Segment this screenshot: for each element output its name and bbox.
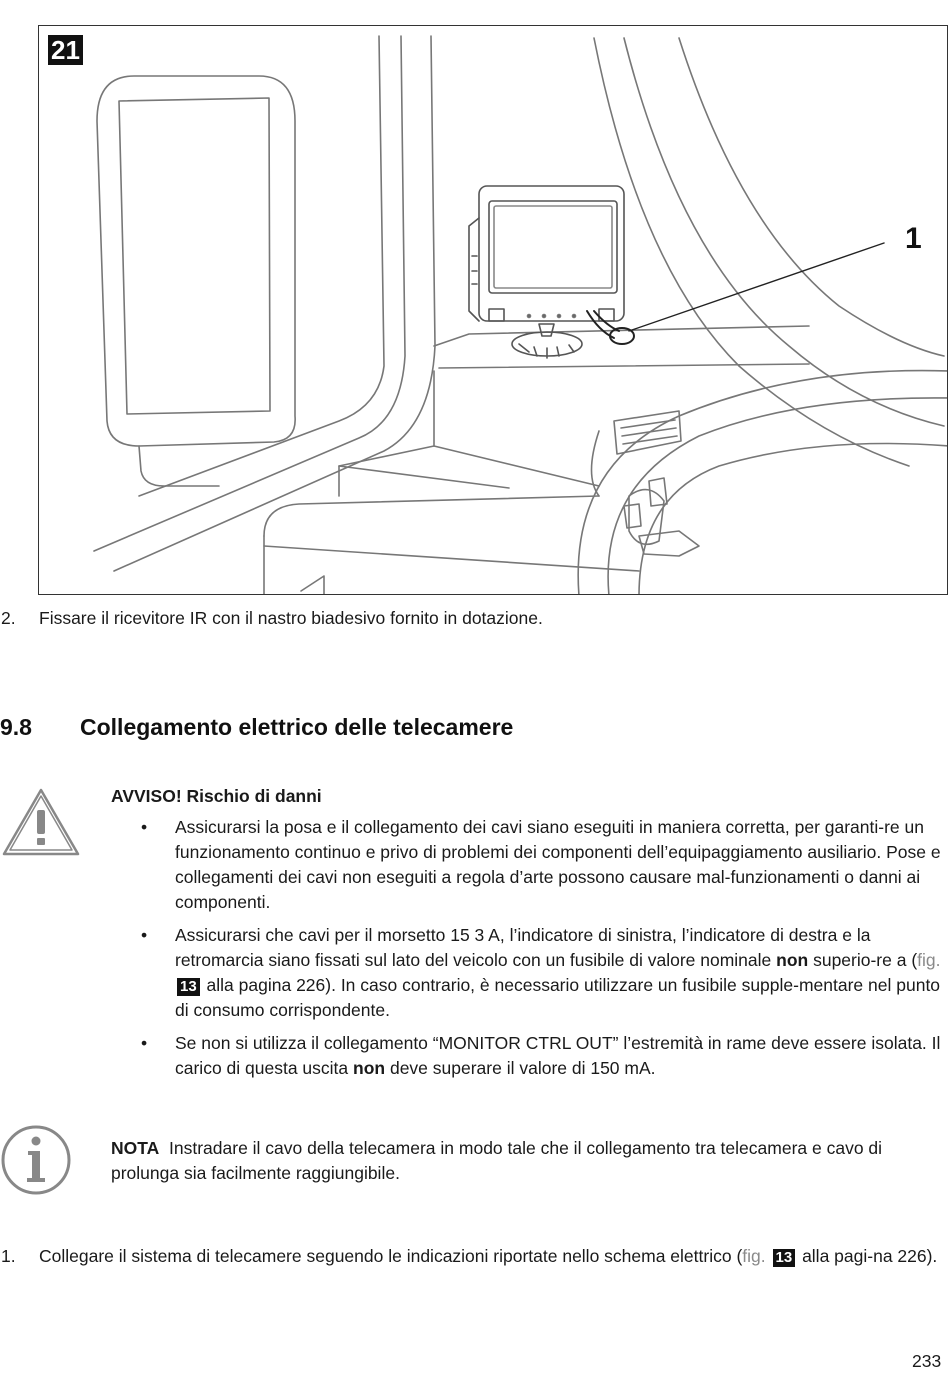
bullet-icon: •: [141, 925, 148, 945]
section-number: 9.8: [0, 714, 32, 740]
step-number: 2.: [1, 608, 16, 628]
bullet-icon: •: [141, 1033, 148, 1053]
cab-illustration: [39, 26, 948, 595]
info-icon: [0, 1124, 72, 1201]
step-2: [1, 606, 939, 631]
figure-number: 21: [48, 35, 83, 65]
list-item: • Assicurarsi la posa e il collegamento dei cavi siano eseguiti in maniera corretta, per garanti-re un funzionamento continuo e privo di problemi dei componenti dell’equipaggiamento ausiliario. Pose e collegamenti dei cavi non eseguiti a regola d’arte possono causare mal-funzionamenti o danni ai componenti.: [141, 817, 941, 912]
callout-1: 1: [905, 222, 922, 255]
warning-triangle-icon: [0, 786, 82, 863]
figure-badge[interactable]: 13: [773, 1249, 796, 1267]
figure-badge[interactable]: 13: [177, 978, 200, 996]
bullet-icon: •: [141, 817, 148, 837]
note-label: NOTA: [111, 1138, 160, 1158]
page-number: 233: [912, 1351, 942, 1371]
list-item: • Se non si utilizza il collegamento “MONITOR CTRL OUT” l’estremità in rame deve essere isolata. Il carico di questa uscita non deve superare il valore di 150 mA.: [141, 1033, 941, 1078]
list-item: • Assicurarsi che cavi per il morsetto 15 3 A, l’indicatore di sinistra, l’indicatore di destra e la retromarcia siano fissati sul lato del veicolo con un fusibile di valore nominale non superio-re a (fig. 13 alla pagina 226). In caso contrario, è necessario utilizzare un fusibile supple-mentare nel punto di consumo corrispondente.: [141, 925, 941, 1020]
note-text: NOTA Instradare il cavo della telecamera in modo tale che il collegamento tra telecamera e cavo di prolunga sia facilmente raggiungibile.: [111, 1138, 883, 1183]
step-text: Fissare il ricevitore IR con il nastro biadesivo fornito in dotazione.: [39, 608, 543, 628]
figure-21: [38, 25, 948, 595]
step-1: 1. Collegare il sistema di telecamere seguendo le indicazioni riportate nello schema elettrico (fig. 13 alla pagi-na 226).: [39, 1244, 944, 1269]
section-title: Collegamento elettrico delle telecamere: [80, 714, 514, 740]
section-heading: [0, 714, 513, 741]
figure-reference-link[interactable]: fig.: [917, 950, 941, 970]
warning-title: AVVISO! Rischio di danni: [111, 786, 322, 806]
warning-list: [111, 815, 943, 1089]
figure-reference-link[interactable]: fig.: [742, 1246, 766, 1266]
step-number: 1.: [1, 1246, 16, 1266]
